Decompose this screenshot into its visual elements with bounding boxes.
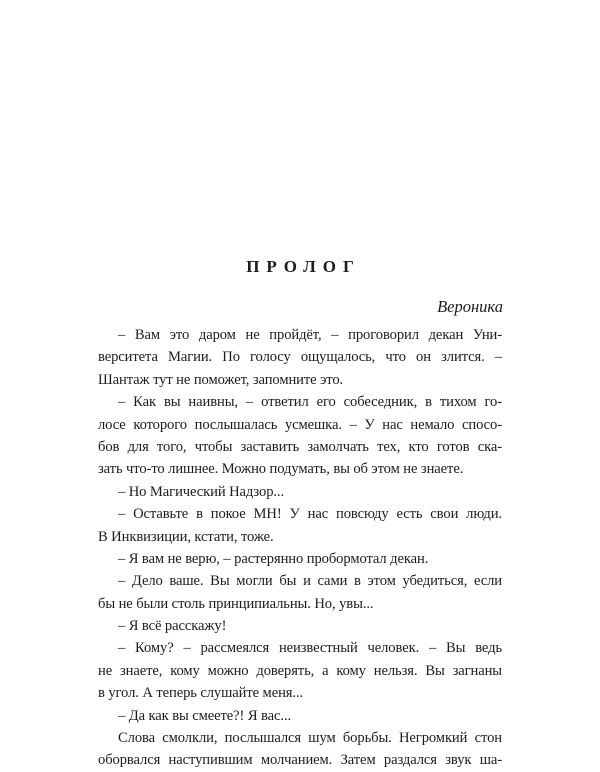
text-line: – Вам это даром не пройдёт, – проговорил декан Уни- [118,327,502,343]
text-line: лосе которого послышалась усмешка. – У нас немало спосо- [98,416,502,433]
text-line: В Инквизиции, кстати, тоже. [98,528,274,545]
text-line: – Оставьте в покое МН! У нас повсюду есть свои люди. [118,506,502,523]
text-line: – Дело ваше. Вы могли бы и сами в этом убедиться, если [118,573,502,590]
chapter-subtitle: Вероника [437,297,503,316]
text-line: бов для того, чтобы заставить замолчать тех, кто готов ска- [98,438,502,455]
text-line: не знаете, кому можно доверять, а кому нельзя. Вы загнаны [98,662,502,679]
text-line: верситета Магии. По голосу ощущалось, что он злится. – [98,349,502,366]
text-line: оборвался наступившим молчанием. Затем раздался звук ша- [98,752,502,769]
text-line: Слова смолкли, послышался шум борьбы. Негромкий стон [118,730,502,747]
text-line: бы не были столь принципиальны. Но, увы... [98,595,374,612]
text-line: – Кому? – рассмеялся неизвестный человек. – Вы ведь [118,640,502,657]
text-line: Шантаж тут не поможет, запомните это. [98,371,344,388]
chapter-title: ПРОЛОГ [246,257,361,276]
text-line: – Я вам не верю, – растерянно пробормотал декан. [118,550,429,567]
text-line: в угол. А теперь слушайте меня... [98,685,304,702]
text-line: – Но Магический Надзор... [118,483,285,500]
text-line: – Да как вы смеете?! Я вас... [118,707,292,724]
body-text [98,324,502,772]
text-line: зать что-то лишнее. Можно подумать, вы об этом не знаете. [98,461,464,478]
text-line: – Я всё расскажу! [118,618,227,635]
text-line: – Как вы наивны, – ответил его собеседник, в тихом го- [118,394,502,411]
